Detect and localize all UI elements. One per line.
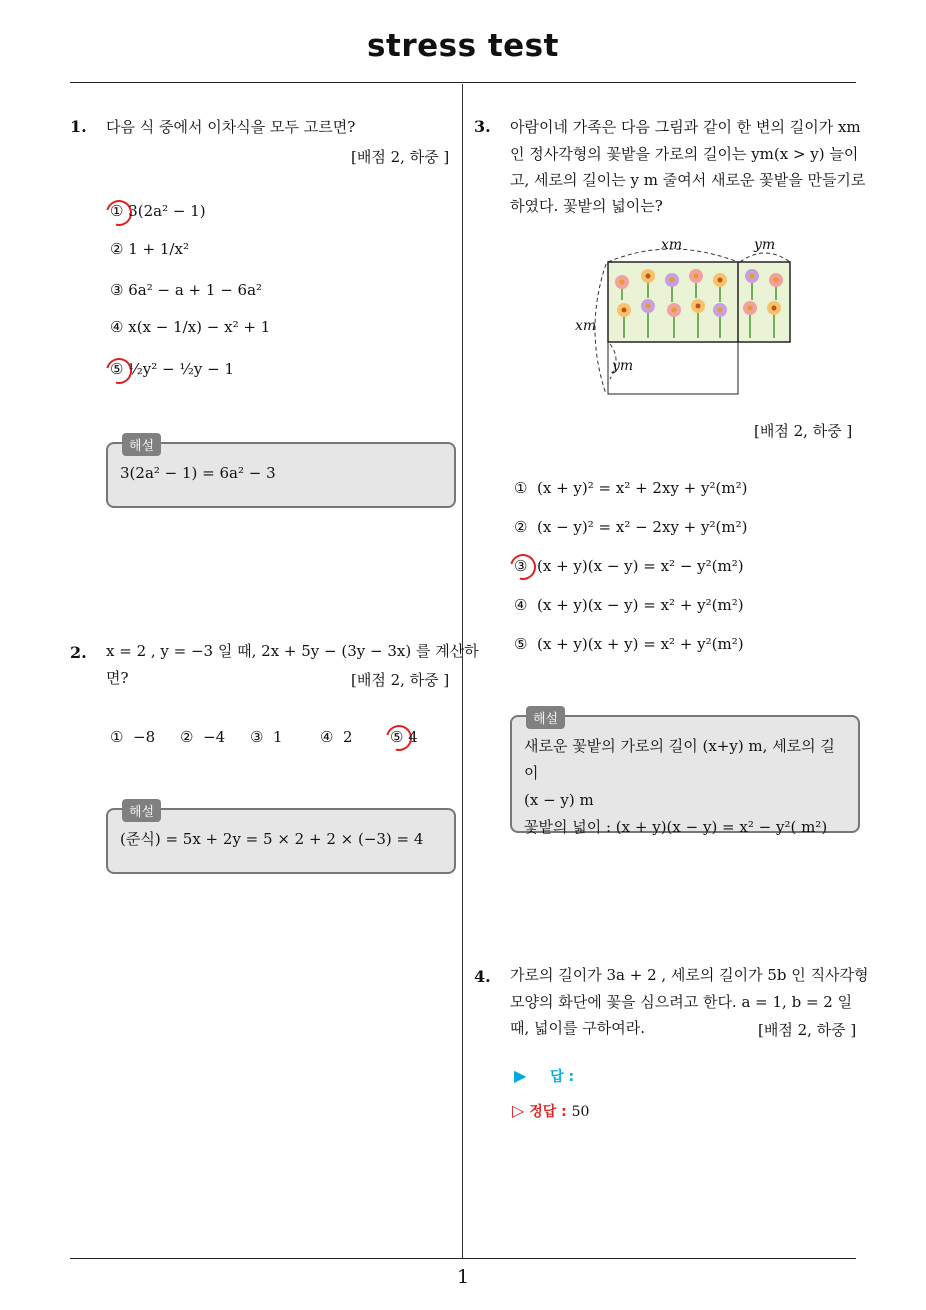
question-text-line: 때, 넓이를 구하여라. [510, 1019, 645, 1037]
option-2[interactable] [180, 728, 225, 746]
option-expression: ½y² − ½y − 1 [128, 360, 235, 378]
option-expression: 1 + 1/x² [128, 240, 189, 258]
option-5[interactable] [390, 728, 418, 746]
score-label: [배점 2, 하중 ] [754, 422, 853, 440]
option-marker: ⑤ [110, 360, 124, 378]
dim-arc-y-top [740, 253, 790, 262]
option-value: 4 [408, 728, 418, 746]
solution-line: 꽃밭의 넓이 : (x + y)(x − y) = x² − y²( m²) [524, 818, 828, 836]
question-text-line: 아람이네 가족은 다음 그림과 같이 한 변의 길이가 xm [510, 118, 861, 136]
solution-box [510, 712, 860, 836]
garden-figure [570, 234, 805, 404]
solution-box [106, 439, 456, 508]
option-marker: ② [180, 728, 194, 746]
question-text-line: 가로의 길이가 3a + 2 , 세로의 길이가 5b 인 직사각형 [510, 966, 869, 984]
figure-label-top-y: ym [754, 237, 776, 253]
option-4[interactable] [514, 596, 744, 614]
question-text-line: 모양의 화단에 꽃을 심으려고 한다. a = 1, b = 2 일 [510, 993, 853, 1011]
option-marker: ② [514, 518, 528, 536]
question-text-line: 고, 세로의 길이는 y m 줄여서 새로운 꽃밭을 만들기로 [510, 171, 866, 189]
option-3[interactable] [250, 728, 283, 746]
question-number: 4. [474, 967, 491, 986]
question-text: 다음 식 중에서 이차식을 모두 고르면? [106, 118, 356, 136]
option-marker: ③ [514, 557, 528, 575]
solution-tag: 해설 [526, 706, 565, 729]
figure-label-inner-y: ym [612, 358, 634, 374]
option-value: −4 [203, 728, 226, 746]
question-text-line: x = 2 , y = −3 일 때, 2x + 5y − (3y − 3x) 를 계산하 [106, 642, 479, 660]
option-expression: 6a² − a + 1 − 6a² [128, 281, 263, 299]
correct-answer-row [512, 1101, 589, 1121]
question-text-line: 면? [106, 669, 129, 687]
option-marker: ③ [250, 728, 264, 746]
question-number: 3. [474, 117, 491, 136]
question-text-line: 하였다. 꽃밭의 넓이는? [510, 197, 663, 215]
question-number: 2. [70, 643, 87, 662]
option-4[interactable] [110, 318, 270, 336]
option-expression: 3(2a² − 1) [128, 202, 206, 220]
solution-box [106, 805, 456, 874]
solution-tag: 해설 [122, 433, 161, 456]
option-marker: ④ [320, 728, 334, 746]
outline-triangle-right-icon: ▷ [512, 1101, 525, 1120]
option-marker: ① [514, 479, 528, 497]
option-value: −8 [133, 728, 156, 746]
solution-text: 3(2a² − 1) = 6a² − 3 [120, 464, 276, 482]
option-3[interactable] [514, 557, 744, 575]
option-expression: x(x − 1/x) − x² + 1 [128, 318, 271, 336]
option-value: 1 [273, 728, 283, 746]
correct-answer-label: 정답 : [529, 1104, 567, 1120]
solution-text: (준식) = 5x + 2y = 5 × 2 + 2 × (−3) = 4 [120, 830, 424, 848]
option-value: 2 [343, 728, 353, 746]
solution-text [524, 733, 848, 841]
solution-line: 새로운 꽃밭의 가로의 길이 (x+y) m, 세로의 길이 [524, 737, 835, 782]
column-divider [462, 84, 463, 1258]
question-text-line: 인 정사각형의 꽃밭을 가로의 길이는 ym(x > y) 늘이 [510, 145, 859, 163]
dim-arc-x-left [595, 264, 606, 394]
header-rule [70, 82, 856, 83]
answer-label: 답 : [550, 1069, 575, 1085]
option-3[interactable] [110, 281, 262, 299]
footer-rule [70, 1258, 856, 1259]
filled-triangle-right-icon: ▶ [514, 1066, 527, 1085]
option-marker: ③ [110, 281, 124, 299]
score-label: [배점 2, 하중 ] [758, 1021, 857, 1039]
option-marker: ⑤ [390, 728, 404, 746]
option-expression: (x + y)(x − y) = x² + y²(m²) [537, 596, 744, 614]
option-expression: (x + y)(x − y) = x² − y²(m²) [537, 557, 744, 575]
score-label: [배점 2, 하중 ] [351, 148, 450, 166]
correct-answer-value: 50 [571, 1104, 590, 1120]
option-marker: ④ [110, 318, 124, 336]
solution-tag: 해설 [122, 799, 161, 822]
solution-line: (x − y) m [524, 791, 594, 809]
option-2[interactable] [514, 518, 747, 536]
option-5[interactable] [514, 635, 744, 653]
figure-label-top-x: xm [661, 237, 683, 253]
figure-label-left-x: xm [575, 318, 597, 334]
option-marker: ② [110, 240, 124, 258]
option-expression: (x + y)(x + y) = x² + y²(m²) [537, 635, 744, 653]
answer-row[interactable] [514, 1066, 574, 1086]
option-4[interactable] [320, 728, 353, 746]
option-marker: ④ [514, 596, 528, 614]
option-5[interactable] [110, 360, 234, 378]
question-number: 1. [70, 117, 87, 136]
option-1[interactable] [110, 728, 155, 746]
option-expression: (x − y)² = x² − 2xy + y²(m²) [537, 518, 748, 536]
option-expression: (x + y)² = x² + 2xy + y²(m²) [537, 479, 748, 497]
option-marker: ① [110, 728, 124, 746]
option-marker: ① [110, 202, 124, 220]
page-number: 1 [456, 1266, 470, 1288]
option-2[interactable] [110, 240, 189, 258]
option-1[interactable] [514, 479, 747, 497]
page-title: stress test [367, 28, 559, 64]
option-marker: ⑤ [514, 635, 528, 653]
score-label: [배점 2, 하중 ] [351, 671, 450, 689]
option-1[interactable] [110, 202, 206, 220]
